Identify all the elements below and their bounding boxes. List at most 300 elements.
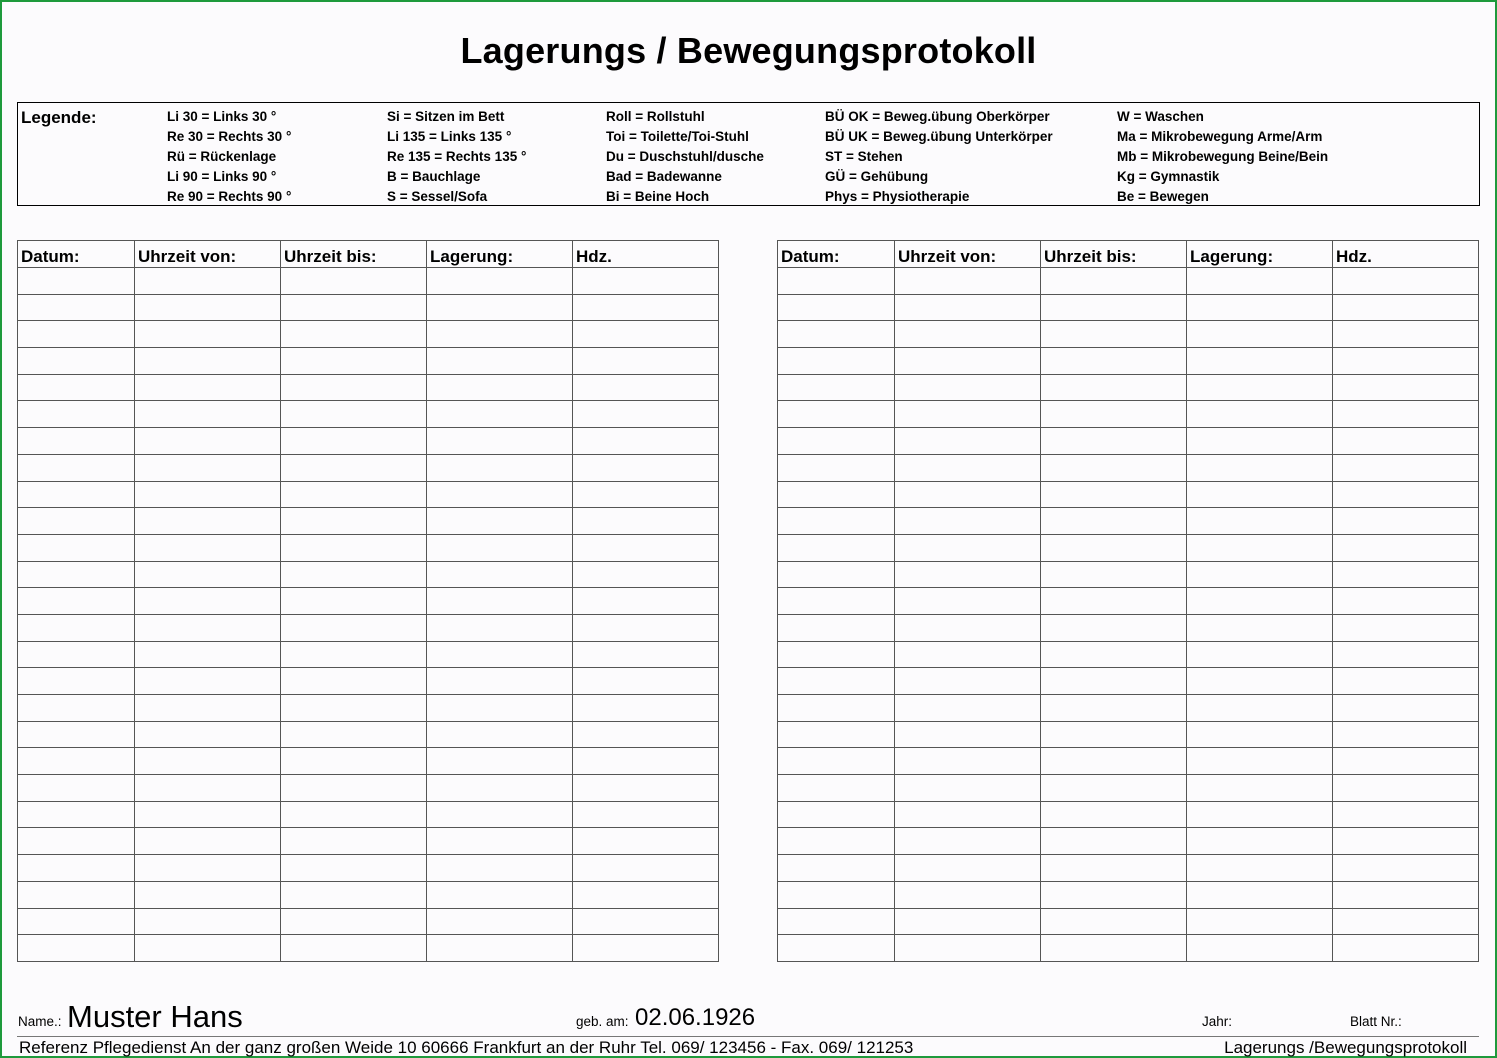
table-cell[interactable] <box>778 695 895 722</box>
table-cell[interactable] <box>1041 668 1187 695</box>
table-cell[interactable] <box>895 428 1041 455</box>
table-cell[interactable] <box>18 428 135 455</box>
table-cell[interactable] <box>895 908 1041 935</box>
table-cell[interactable] <box>135 428 281 455</box>
table-cell[interactable] <box>427 721 573 748</box>
legend-item: S = Sessel/Sofa <box>387 189 488 204</box>
table-cell[interactable] <box>281 374 427 401</box>
table-cell[interactable] <box>1041 801 1187 828</box>
legend-item: Li 135 = Links 135 ° <box>387 129 512 144</box>
table-cell[interactable] <box>1187 428 1333 455</box>
table-cell[interactable] <box>1041 588 1187 615</box>
table-cell[interactable] <box>1041 614 1187 641</box>
table-cell[interactable] <box>281 908 427 935</box>
table-cell[interactable] <box>281 348 427 375</box>
table-cell[interactable] <box>778 641 895 668</box>
table-cell[interactable] <box>1333 321 1479 348</box>
table-cell[interactable] <box>18 828 135 855</box>
table-row <box>778 534 1479 561</box>
table-cell[interactable] <box>1041 268 1187 295</box>
table-cell[interactable] <box>1333 428 1479 455</box>
protocol-table-right <box>777 240 1479 962</box>
table-cell[interactable] <box>1333 348 1479 375</box>
table-cell[interactable] <box>895 321 1041 348</box>
table-cell[interactable] <box>895 481 1041 508</box>
table-cell[interactable] <box>895 855 1041 882</box>
table-cell[interactable] <box>1041 454 1187 481</box>
table-cell[interactable] <box>1187 828 1333 855</box>
table-cell[interactable] <box>427 614 573 641</box>
table-cell[interactable] <box>1333 294 1479 321</box>
table-cell[interactable] <box>573 534 719 561</box>
table-cell[interactable] <box>778 855 895 882</box>
table-cell[interactable] <box>135 481 281 508</box>
table-cell[interactable] <box>1187 908 1333 935</box>
table-cell[interactable] <box>281 321 427 348</box>
table-cell[interactable] <box>895 294 1041 321</box>
table-cell[interactable] <box>135 801 281 828</box>
table-cell[interactable] <box>778 454 895 481</box>
table-cell[interactable] <box>281 935 427 962</box>
table-cell[interactable] <box>1187 348 1333 375</box>
table-cell[interactable] <box>18 668 135 695</box>
table-cell[interactable] <box>427 534 573 561</box>
table-cell[interactable] <box>427 668 573 695</box>
table-row <box>18 294 719 321</box>
table-cell[interactable] <box>135 641 281 668</box>
table-cell[interactable] <box>778 374 895 401</box>
table-cell[interactable] <box>135 561 281 588</box>
table-cell[interactable] <box>895 801 1041 828</box>
table-cell[interactable] <box>1187 268 1333 295</box>
table-cell[interactable] <box>18 481 135 508</box>
table-cell[interactable] <box>427 508 573 535</box>
table-cell[interactable] <box>1187 454 1333 481</box>
table-cell[interactable] <box>895 508 1041 535</box>
table-cell[interactable] <box>18 508 135 535</box>
table-cell[interactable] <box>1187 748 1333 775</box>
table-cell[interactable] <box>18 614 135 641</box>
table-cell[interactable] <box>281 294 427 321</box>
table-cell[interactable] <box>895 401 1041 428</box>
table-cell[interactable] <box>573 268 719 295</box>
table-cell[interactable] <box>18 695 135 722</box>
legend-item: Bi = Beine Hoch <box>606 189 710 204</box>
table-cell[interactable] <box>1333 268 1479 295</box>
table-cell[interactable] <box>573 481 719 508</box>
table-cell[interactable] <box>1041 695 1187 722</box>
table-cell[interactable] <box>427 481 573 508</box>
table-row <box>18 695 719 722</box>
legend-item: Li 90 = Links 90 ° <box>167 169 277 184</box>
table-cell[interactable] <box>135 454 281 481</box>
table-cell[interactable] <box>281 828 427 855</box>
table-cell[interactable] <box>135 748 281 775</box>
table-cell[interactable] <box>18 881 135 908</box>
legend-item: Rü = Rückenlage <box>167 149 277 164</box>
table-cell[interactable] <box>1333 775 1479 802</box>
table-cell[interactable] <box>895 775 1041 802</box>
table-cell[interactable] <box>573 855 719 882</box>
table-cell[interactable] <box>1041 321 1187 348</box>
header-initials: Hdz. <box>1333 241 1479 268</box>
table-cell[interactable] <box>18 801 135 828</box>
table-cell[interactable] <box>1041 428 1187 455</box>
table-cell[interactable] <box>281 721 427 748</box>
legend-label: Legende: <box>21 108 97 127</box>
table-cell[interactable] <box>135 534 281 561</box>
table-cell[interactable] <box>135 508 281 535</box>
table-cell[interactable] <box>1187 561 1333 588</box>
table-cell[interactable] <box>135 321 281 348</box>
table-cell[interactable] <box>895 695 1041 722</box>
table-cell[interactable] <box>281 801 427 828</box>
table-cell[interactable] <box>778 481 895 508</box>
header-position: Lagerung: <box>427 241 573 268</box>
table-cell[interactable] <box>1333 401 1479 428</box>
table-cell[interactable] <box>427 695 573 722</box>
table-cell[interactable] <box>573 775 719 802</box>
table-cell[interactable] <box>778 348 895 375</box>
table-cell[interactable] <box>895 374 1041 401</box>
table-cell[interactable] <box>778 801 895 828</box>
table-cell[interactable] <box>573 881 719 908</box>
table-cell[interactable] <box>427 935 573 962</box>
table-cell[interactable] <box>1041 348 1187 375</box>
table-cell[interactable] <box>895 561 1041 588</box>
table-cell[interactable] <box>895 748 1041 775</box>
table-body-right <box>778 268 1479 962</box>
table-cell[interactable] <box>427 588 573 615</box>
table-cell[interactable] <box>1333 695 1479 722</box>
table-cell[interactable] <box>427 428 573 455</box>
table-cell[interactable] <box>135 695 281 722</box>
table-cell[interactable] <box>18 561 135 588</box>
table-row <box>18 721 719 748</box>
table-cell[interactable] <box>1187 855 1333 882</box>
table-cell[interactable] <box>573 561 719 588</box>
company-info: Referenz Pflegedienst An der ganz großen Weide 10 60666 Frankfurt an der Ruhr Tel. 069/ 123456 - Fax. 069/ 121253 <box>19 1038 914 1057</box>
table-cell[interactable] <box>895 268 1041 295</box>
table-row <box>778 881 1479 908</box>
table-cell[interactable] <box>281 668 427 695</box>
table-row <box>18 454 719 481</box>
document-name: Lagerungs /Bewegungsprotokoll <box>1224 1038 1467 1057</box>
table-cell[interactable] <box>573 748 719 775</box>
table-cell[interactable] <box>1041 561 1187 588</box>
table-cell[interactable] <box>895 668 1041 695</box>
table-cell[interactable] <box>1187 881 1333 908</box>
table-cell[interactable] <box>1333 801 1479 828</box>
table-cell[interactable] <box>281 268 427 295</box>
birth-value: 02.06.1926 <box>635 1004 756 1031</box>
legend-item: Toi = Toilette/Toi-Stuhl <box>606 129 749 144</box>
table-cell[interactable] <box>1187 401 1333 428</box>
table-cell[interactable] <box>427 828 573 855</box>
table-cell[interactable] <box>1333 481 1479 508</box>
table-cell[interactable] <box>895 935 1041 962</box>
table-cell[interactable] <box>1041 374 1187 401</box>
table-cell[interactable] <box>1041 534 1187 561</box>
table-row <box>18 401 719 428</box>
table-cell[interactable] <box>1333 828 1479 855</box>
table-cell[interactable] <box>18 908 135 935</box>
table-cell[interactable] <box>1187 721 1333 748</box>
table-cell[interactable] <box>895 454 1041 481</box>
table-cell[interactable] <box>1187 641 1333 668</box>
table-row <box>778 721 1479 748</box>
table-cell[interactable] <box>135 668 281 695</box>
table-body-left <box>18 268 719 962</box>
table-cell[interactable] <box>778 428 895 455</box>
legend-item: Re 30 = Rechts 30 ° <box>167 129 292 144</box>
table-cell[interactable] <box>18 268 135 295</box>
table-cell[interactable] <box>1333 374 1479 401</box>
table-cell[interactable] <box>135 401 281 428</box>
table-cell[interactable] <box>427 401 573 428</box>
table-row <box>778 401 1479 428</box>
table-cell[interactable] <box>427 321 573 348</box>
table-cell[interactable] <box>18 401 135 428</box>
table-cell[interactable] <box>1333 561 1479 588</box>
table-cell[interactable] <box>281 695 427 722</box>
table-cell[interactable] <box>281 454 427 481</box>
table-cell[interactable] <box>573 401 719 428</box>
table-cell[interactable] <box>778 561 895 588</box>
table-cell[interactable] <box>1041 748 1187 775</box>
table-cell[interactable] <box>573 588 719 615</box>
legend-column-1 <box>167 107 291 207</box>
table-cell[interactable] <box>895 641 1041 668</box>
table-cell[interactable] <box>778 775 895 802</box>
table-cell[interactable] <box>573 695 719 722</box>
table-cell[interactable] <box>18 588 135 615</box>
table-row <box>18 855 719 882</box>
table-cell[interactable] <box>1333 454 1479 481</box>
table-cell[interactable] <box>427 561 573 588</box>
table-cell[interactable] <box>573 508 719 535</box>
table-cell[interactable] <box>281 428 427 455</box>
table-cell[interactable] <box>18 294 135 321</box>
table-cell[interactable] <box>1041 828 1187 855</box>
table-cell[interactable] <box>573 348 719 375</box>
table-cell[interactable] <box>778 294 895 321</box>
table-cell[interactable] <box>1333 855 1479 882</box>
table-cell[interactable] <box>1187 588 1333 615</box>
table-cell[interactable] <box>135 588 281 615</box>
table-cell[interactable] <box>427 748 573 775</box>
header-position: Lagerung: <box>1187 241 1333 268</box>
table-cell[interactable] <box>573 614 719 641</box>
table-cell[interactable] <box>281 561 427 588</box>
table-cell[interactable] <box>1041 641 1187 668</box>
table-cell[interactable] <box>895 881 1041 908</box>
table-cell[interactable] <box>1187 374 1333 401</box>
table-cell[interactable] <box>1041 401 1187 428</box>
table-cell[interactable] <box>135 268 281 295</box>
table-cell[interactable] <box>427 374 573 401</box>
table-cell[interactable] <box>18 321 135 348</box>
table-row <box>778 454 1479 481</box>
table-cell[interactable] <box>281 881 427 908</box>
table-cell[interactable] <box>1041 935 1187 962</box>
table-cell[interactable] <box>1187 294 1333 321</box>
table-cell[interactable] <box>1041 721 1187 748</box>
table-cell[interactable] <box>427 268 573 295</box>
sheet-number-label: Blatt Nr.: <box>1350 1014 1402 1029</box>
table-cell[interactable] <box>573 321 719 348</box>
table-cell[interactable] <box>573 908 719 935</box>
table-cell[interactable] <box>573 641 719 668</box>
table-cell[interactable] <box>427 908 573 935</box>
table-cell[interactable] <box>1187 775 1333 802</box>
table-cell[interactable] <box>18 454 135 481</box>
table-cell[interactable] <box>18 641 135 668</box>
table-cell[interactable] <box>573 668 719 695</box>
table-cell[interactable] <box>281 588 427 615</box>
table-cell[interactable] <box>135 374 281 401</box>
table-cell[interactable] <box>778 614 895 641</box>
table-cell[interactable] <box>573 721 719 748</box>
table-cell[interactable] <box>18 775 135 802</box>
table-cell[interactable] <box>281 508 427 535</box>
table-cell[interactable] <box>895 348 1041 375</box>
table-cell[interactable] <box>135 908 281 935</box>
table-cell[interactable] <box>1187 534 1333 561</box>
table-cell[interactable] <box>1187 614 1333 641</box>
table-cell[interactable] <box>281 534 427 561</box>
table-cell[interactable] <box>1333 614 1479 641</box>
table-cell[interactable] <box>1333 721 1479 748</box>
table-cell[interactable] <box>18 534 135 561</box>
table-cell[interactable] <box>1187 481 1333 508</box>
table-cell[interactable] <box>281 855 427 882</box>
table-cell[interactable] <box>18 748 135 775</box>
table-cell[interactable] <box>427 801 573 828</box>
table-cell[interactable] <box>1041 908 1187 935</box>
table-cell[interactable] <box>778 401 895 428</box>
table-cell[interactable] <box>1333 508 1479 535</box>
table-cell[interactable] <box>427 881 573 908</box>
table-row <box>778 935 1479 962</box>
table-cell[interactable] <box>1333 881 1479 908</box>
table-cell[interactable] <box>778 908 895 935</box>
table-cell[interactable] <box>427 641 573 668</box>
table-cell[interactable] <box>281 481 427 508</box>
table-cell[interactable] <box>427 294 573 321</box>
table-cell[interactable] <box>1187 321 1333 348</box>
table-cell[interactable] <box>1187 508 1333 535</box>
legend-column-2 <box>387 107 526 207</box>
table-cell[interactable] <box>281 775 427 802</box>
table-cell[interactable] <box>895 721 1041 748</box>
table-row <box>18 374 719 401</box>
table-cell[interactable] <box>1187 801 1333 828</box>
table-cell[interactable] <box>1041 508 1187 535</box>
table-cell[interactable] <box>895 614 1041 641</box>
table-cell[interactable] <box>1041 481 1187 508</box>
table-cell[interactable] <box>18 374 135 401</box>
table-cell[interactable] <box>573 374 719 401</box>
table-cell[interactable] <box>427 454 573 481</box>
table-cell[interactable] <box>18 348 135 375</box>
table-cell[interactable] <box>778 828 895 855</box>
table-cell[interactable] <box>1333 534 1479 561</box>
table-cell[interactable] <box>573 828 719 855</box>
table-cell[interactable] <box>895 534 1041 561</box>
legend-item: Li 30 = Links 30 ° <box>167 109 277 124</box>
table-cell[interactable] <box>573 428 719 455</box>
legend-item: BÜ OK = Beweg.übung Oberkörper <box>825 109 1050 124</box>
table-cell[interactable] <box>281 401 427 428</box>
table-cell[interactable] <box>778 268 895 295</box>
table-cell[interactable] <box>573 935 719 962</box>
legend-item: Si = Sitzen im Bett <box>387 109 505 124</box>
table-cell[interactable] <box>778 588 895 615</box>
table-cell[interactable] <box>1333 641 1479 668</box>
table-cell[interactable] <box>1333 588 1479 615</box>
table-cell[interactable] <box>778 321 895 348</box>
table-cell[interactable] <box>135 348 281 375</box>
table-cell[interactable] <box>427 855 573 882</box>
table-cell[interactable] <box>1187 668 1333 695</box>
table-cell[interactable] <box>895 588 1041 615</box>
table-cell[interactable] <box>1041 855 1187 882</box>
table-cell[interactable] <box>135 614 281 641</box>
table-cell[interactable] <box>135 855 281 882</box>
table-cell[interactable] <box>1333 908 1479 935</box>
table-cell[interactable] <box>135 881 281 908</box>
table-cell[interactable] <box>281 614 427 641</box>
table-cell[interactable] <box>778 668 895 695</box>
table-cell[interactable] <box>281 748 427 775</box>
table-cell[interactable] <box>1041 881 1187 908</box>
table-cell[interactable] <box>135 294 281 321</box>
table-cell[interactable] <box>573 294 719 321</box>
table-cell[interactable] <box>135 721 281 748</box>
table-cell[interactable] <box>281 641 427 668</box>
table-cell[interactable] <box>778 534 895 561</box>
table-cell[interactable] <box>573 801 719 828</box>
table-cell[interactable] <box>18 855 135 882</box>
table-cell[interactable] <box>135 828 281 855</box>
table-cell[interactable] <box>778 721 895 748</box>
table-cell[interactable] <box>778 508 895 535</box>
table-cell[interactable] <box>18 935 135 962</box>
table-cell[interactable] <box>778 748 895 775</box>
table-cell[interactable] <box>1333 668 1479 695</box>
table-cell[interactable] <box>1333 748 1479 775</box>
table-cell[interactable] <box>18 721 135 748</box>
table-cell[interactable] <box>135 935 281 962</box>
header-time-to: Uhrzeit bis: <box>1041 241 1187 268</box>
table-cell[interactable] <box>135 775 281 802</box>
table-cell[interactable] <box>778 881 895 908</box>
table-cell[interactable] <box>573 454 719 481</box>
table-cell[interactable] <box>427 775 573 802</box>
table-cell[interactable] <box>1187 935 1333 962</box>
protocol-table-left <box>17 240 719 962</box>
table-cell[interactable] <box>778 935 895 962</box>
table-cell[interactable] <box>895 828 1041 855</box>
table-cell[interactable] <box>427 348 573 375</box>
name-value: Muster Hans <box>67 999 243 1034</box>
table-cell[interactable] <box>1041 775 1187 802</box>
table-cell[interactable] <box>1187 695 1333 722</box>
year-label: Jahr: <box>1202 1014 1233 1029</box>
table-cell[interactable] <box>1333 935 1479 962</box>
table-cell[interactable] <box>1041 294 1187 321</box>
